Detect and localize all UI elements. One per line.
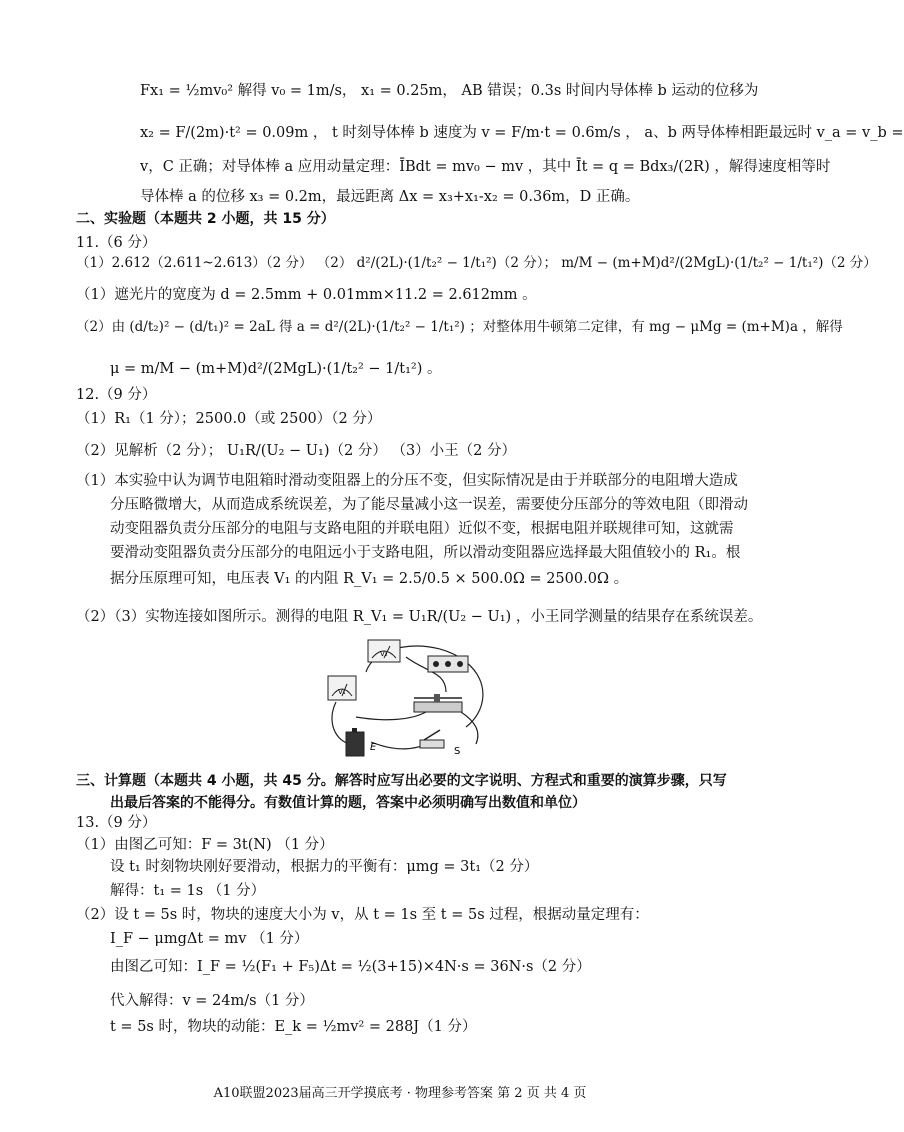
answer-line: （2）设 t = 5s 时，物块的速度大小为 v，从 t = 1s 至 t = 5s 过程，根据动量定理有： bbox=[76, 907, 649, 923]
page-footer: A10联盟2023届高三开学摸底考 · 物理参考答案 第 2 页 共 4 页 bbox=[213, 1086, 587, 1101]
text-line: x₂ = F/(2m)·t² = 0.09m ， t 时刻导体棒 b 速度为 v = F/m·t = 0.6m/s ， a、b 两导体棒相距最远时 v_a = v_b = bbox=[140, 125, 904, 141]
explanation-line: （1）本实验中认为调节电阻箱时滑动变阻器上的分压不变，但实际情况是由于并联部分的电阻增大造成 bbox=[76, 473, 738, 489]
switch-label: S bbox=[454, 746, 461, 757]
answer-line: 解得：t₁ = 1s （1 分） bbox=[110, 883, 266, 899]
explanation-line: 分压略微增大，从而造成系统误差，为了能尽量减小这一误差，需要使分压部分的等效电阻（即滑动 bbox=[110, 497, 748, 513]
battery bbox=[346, 728, 364, 756]
explanation-line: （1）遮光片的宽度为 d = 2.5mm + 0.01mm×11.2 = 2.612mm 。 bbox=[76, 287, 537, 303]
answer-line: 设 t₁ 时刻物块刚好要滑动，根据力的平衡有：μmg = 3t₁（2 分） bbox=[110, 859, 539, 875]
text-line: v，C 正确；对导体棒 a 应用动量定理：ĪBdt = mv₀ − mv ，其中 Īt = q = Bdx₃/(2R) ，解得速度相等时 bbox=[140, 159, 831, 175]
text-line: Fx₁ = ½mv₀² 解得 v₀ = 1m/s， x₁ = 0.25m， AB 错误；0.3s 时间内导体棒 b 运动的位移为 bbox=[140, 83, 759, 99]
section-title: 出最后答案的不能得分。有数值计算的题，答案中必须明确写出数值和单位） bbox=[110, 795, 586, 811]
section-title: 二、实验题（本题共 2 小题，共 15 分） bbox=[76, 211, 335, 227]
question-number: 13.（9 分） bbox=[76, 815, 157, 831]
answer-line: t = 5s 时，物块的动能：E_k = ½mv² = 288J（1 分） bbox=[110, 1019, 477, 1035]
v2-label: V₂ bbox=[380, 650, 388, 658]
answer-line: （1）2.612（2.611~2.613）（2 分） （2） d²/(2L)·(1/t₂² − 1/t₁²)（2 分）； m/M − (m+M)d²/(2MgL)·(1/t₂² − 1/t₁²)（2 分） bbox=[76, 255, 877, 271]
answer-line: （2）见解析（2 分）； U₁R/(U₂ − U₁)（2 分） （3）小王（2 分） bbox=[76, 443, 517, 459]
switch bbox=[420, 730, 444, 748]
explanation-line: 据分压原理可知，电压表 V₁ 的内阻 R_V₁ = 2.5/0.5 × 500.0Ω = 2500.0Ω 。 bbox=[110, 571, 629, 587]
rheostat bbox=[414, 694, 462, 712]
circuit-figure bbox=[316, 632, 496, 762]
battery-label: E bbox=[370, 742, 377, 753]
resistance-box bbox=[428, 656, 468, 672]
explanation-line: 动变阻器负责分压部分的电阻与支路电阻的并联电阻）近似不变，根据电阻并联规律可知，这就需 bbox=[110, 521, 734, 537]
answer-line: （1）由图乙可知：F = 3t(N) （1 分） bbox=[76, 837, 334, 853]
answer-line: 由图乙可知：I_F = ½(F₁ + F₅)Δt = ½(3+15)×4N·s = 36N·s（2 分） bbox=[110, 959, 591, 975]
explanation-line: μ = m/M − (m+M)d²/(2MgL)·(1/t₂² − 1/t₁²) 。 bbox=[110, 361, 442, 377]
answer-line: （1）R₁（1 分）；2500.0（或 2500）（2 分） bbox=[76, 411, 382, 427]
explanation-line: （2）由 (d/t₂)² − (d/t₁)² = 2aL 得 a = d²/(2L)·(1/t₂² − 1/t₁²) ；对整体用牛顿第二定律，有 mg − μMg = (m+M)a ，解得 bbox=[76, 319, 843, 335]
explanation-line: 要滑动变阻器负责分压部分的电阻远小于支路电阻，所以滑动变阻器应选择最大阻值较小的 R₁。根 bbox=[110, 545, 741, 561]
text-line: 导体棒 a 的位移 x₃ = 0.2m，最远距离 Δx = x₃+x₁-x₂ = 0.36m，D 正确。 bbox=[140, 189, 640, 205]
answer-line: I_F − μmgΔt = mv （1 分） bbox=[110, 931, 309, 947]
explanation-line: （2）（3）实物连接如图所示。测得的电阻 R_V₁ = U₁R/(U₂ − U₁) ，小王同学测量的结果存在系统误差。 bbox=[76, 609, 763, 625]
section-title: 三、计算题（本题共 4 小题，共 45 分。解答时应写出必要的文字说明、方程式和重要的演算步骤，只写 bbox=[76, 773, 727, 789]
question-number: 12.（9 分） bbox=[76, 387, 157, 403]
question-number: 11.（6 分） bbox=[76, 235, 157, 251]
answer-line: 代入解得：v = 24m/s（1 分） bbox=[110, 993, 314, 1009]
v1-label: V₁ bbox=[338, 688, 346, 696]
